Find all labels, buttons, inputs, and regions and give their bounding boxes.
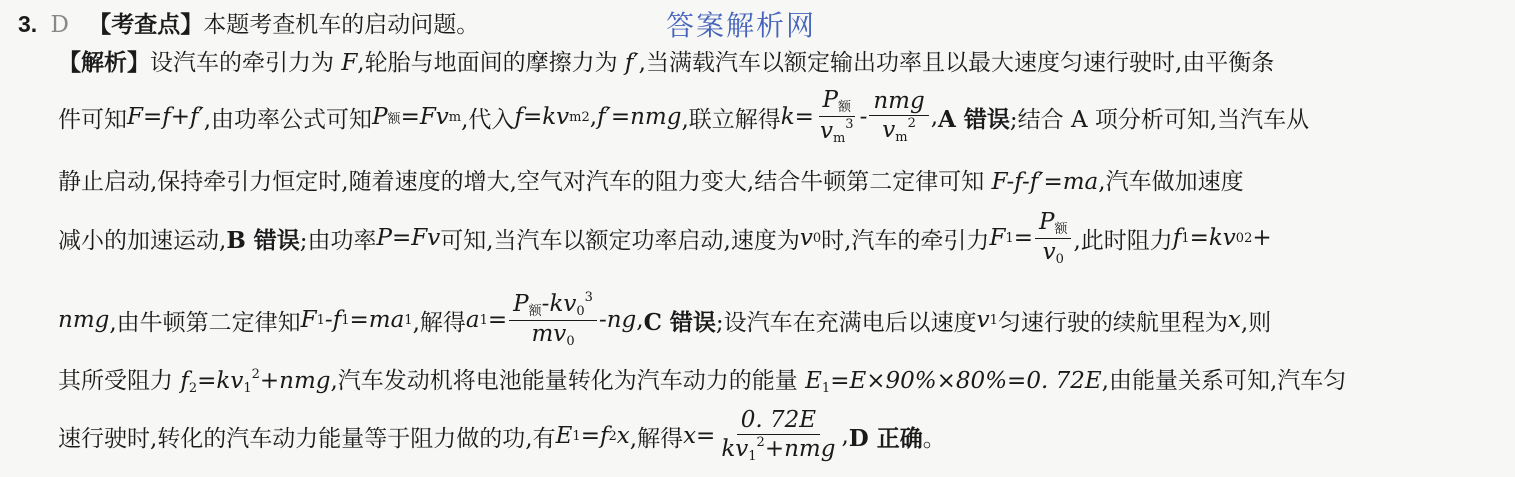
analysis-line-2: 件可知 F=f+f′ ,由功率公式可知 P 额 =Fv m ,代入 f=kv m 2 , f′=nmg ,联立解得 k= $\frac{P_额}{v_m^3}$ - $\frac{\text{nmg}}{v_m^2}$ , A 错误 ;结合 A 项分析可知,当汽车从 — [58, 87, 1310, 147]
option-d-verdict: D 正确 — [848, 424, 923, 452]
analysis-line-7: 速行驶时,转化的汽车动力能量等于阻力做的功,有 E 1 =f 2 x ,解得 x= $\frac{0. 72E}{kv_1^2+nmg}$ , D 正确 。 — [58, 407, 946, 464]
fraction-p-over-v0: $\frac{P_额}{v_0}$ — [1035, 209, 1072, 268]
analysis-tag: 【解析】 — [58, 49, 150, 76]
topic-tag: 【考查点】 — [88, 11, 204, 38]
option-a-verdict: A 错误 — [938, 105, 1010, 133]
fraction-p-over-v3: $\frac{P_额}{v_m^3}$ — [819, 87, 854, 147]
analysis-line-5: nmg ,由牛顿第二定律知 F 1 -f 1 =ma 1 ,解得 a 1 = $\frac{P_额-kv_0^3}{mv_0}$ -ng , C 错误 ;设汽车在充满电后以速度 v 1 匀速行驶的续航里程为 x ,则 — [58, 289, 1272, 349]
fraction-x: $\frac{0. 72E}{kv_1^2+nmg}$ — [721, 407, 836, 464]
watermark-text: 答案解析网 — [666, 9, 817, 42]
analysis-line-1: 【解析】设汽车的牵引力为 F,轮胎与地面间的摩擦力为 f′,当满载汽车以额定输出功率且以最大速度匀速行驶时,由平衡条 — [58, 49, 1275, 76]
analysis-line-4: 减小的加速运动, B 错误 ;由功率 P=Fv 可知,当汽车以额定功率启动,速度为 v 0 时,汽车的牵引力 F 1 = $\frac{P_额}{v_0}$ ,此时阻力 f 1 =kv 0 2 + — [58, 208, 1272, 267]
option-c-verdict: C 错误 — [643, 308, 716, 336]
question-header: 3. D 【考查点】本题考查机车的启动问题。 — [18, 11, 480, 38]
answer-letter: D — [50, 12, 69, 38]
fraction-nmg-over-v2: $\frac{\text{nmg}}{v_m^2}$ — [869, 88, 928, 145]
fraction-a1: $\frac{P_额-kv_0^3}{mv_0}$ — [509, 291, 597, 350]
option-b-verdict: B 错误 — [226, 226, 300, 254]
question-number: 3 — [18, 11, 31, 37]
analysis-line-3: 静止启动,保持牵引力恒定时,随着速度的增大,空气对汽车的阻力变大,结合牛顿第二定律可知 F-f-f′=ma,汽车做加速度 — [58, 169, 1244, 195]
topic-text: 本题考查机车的启动问题。 — [203, 12, 480, 38]
analysis-line-6: 其所受阻力 $f_2=kv_1^2+nmg$,汽车发动机将电池能量转化为汽车动力的能量 $E_1=E\times 90\%\times 80\%=0$. 72E,由能量关系可知,汽车匀 — [58, 367, 1347, 396]
